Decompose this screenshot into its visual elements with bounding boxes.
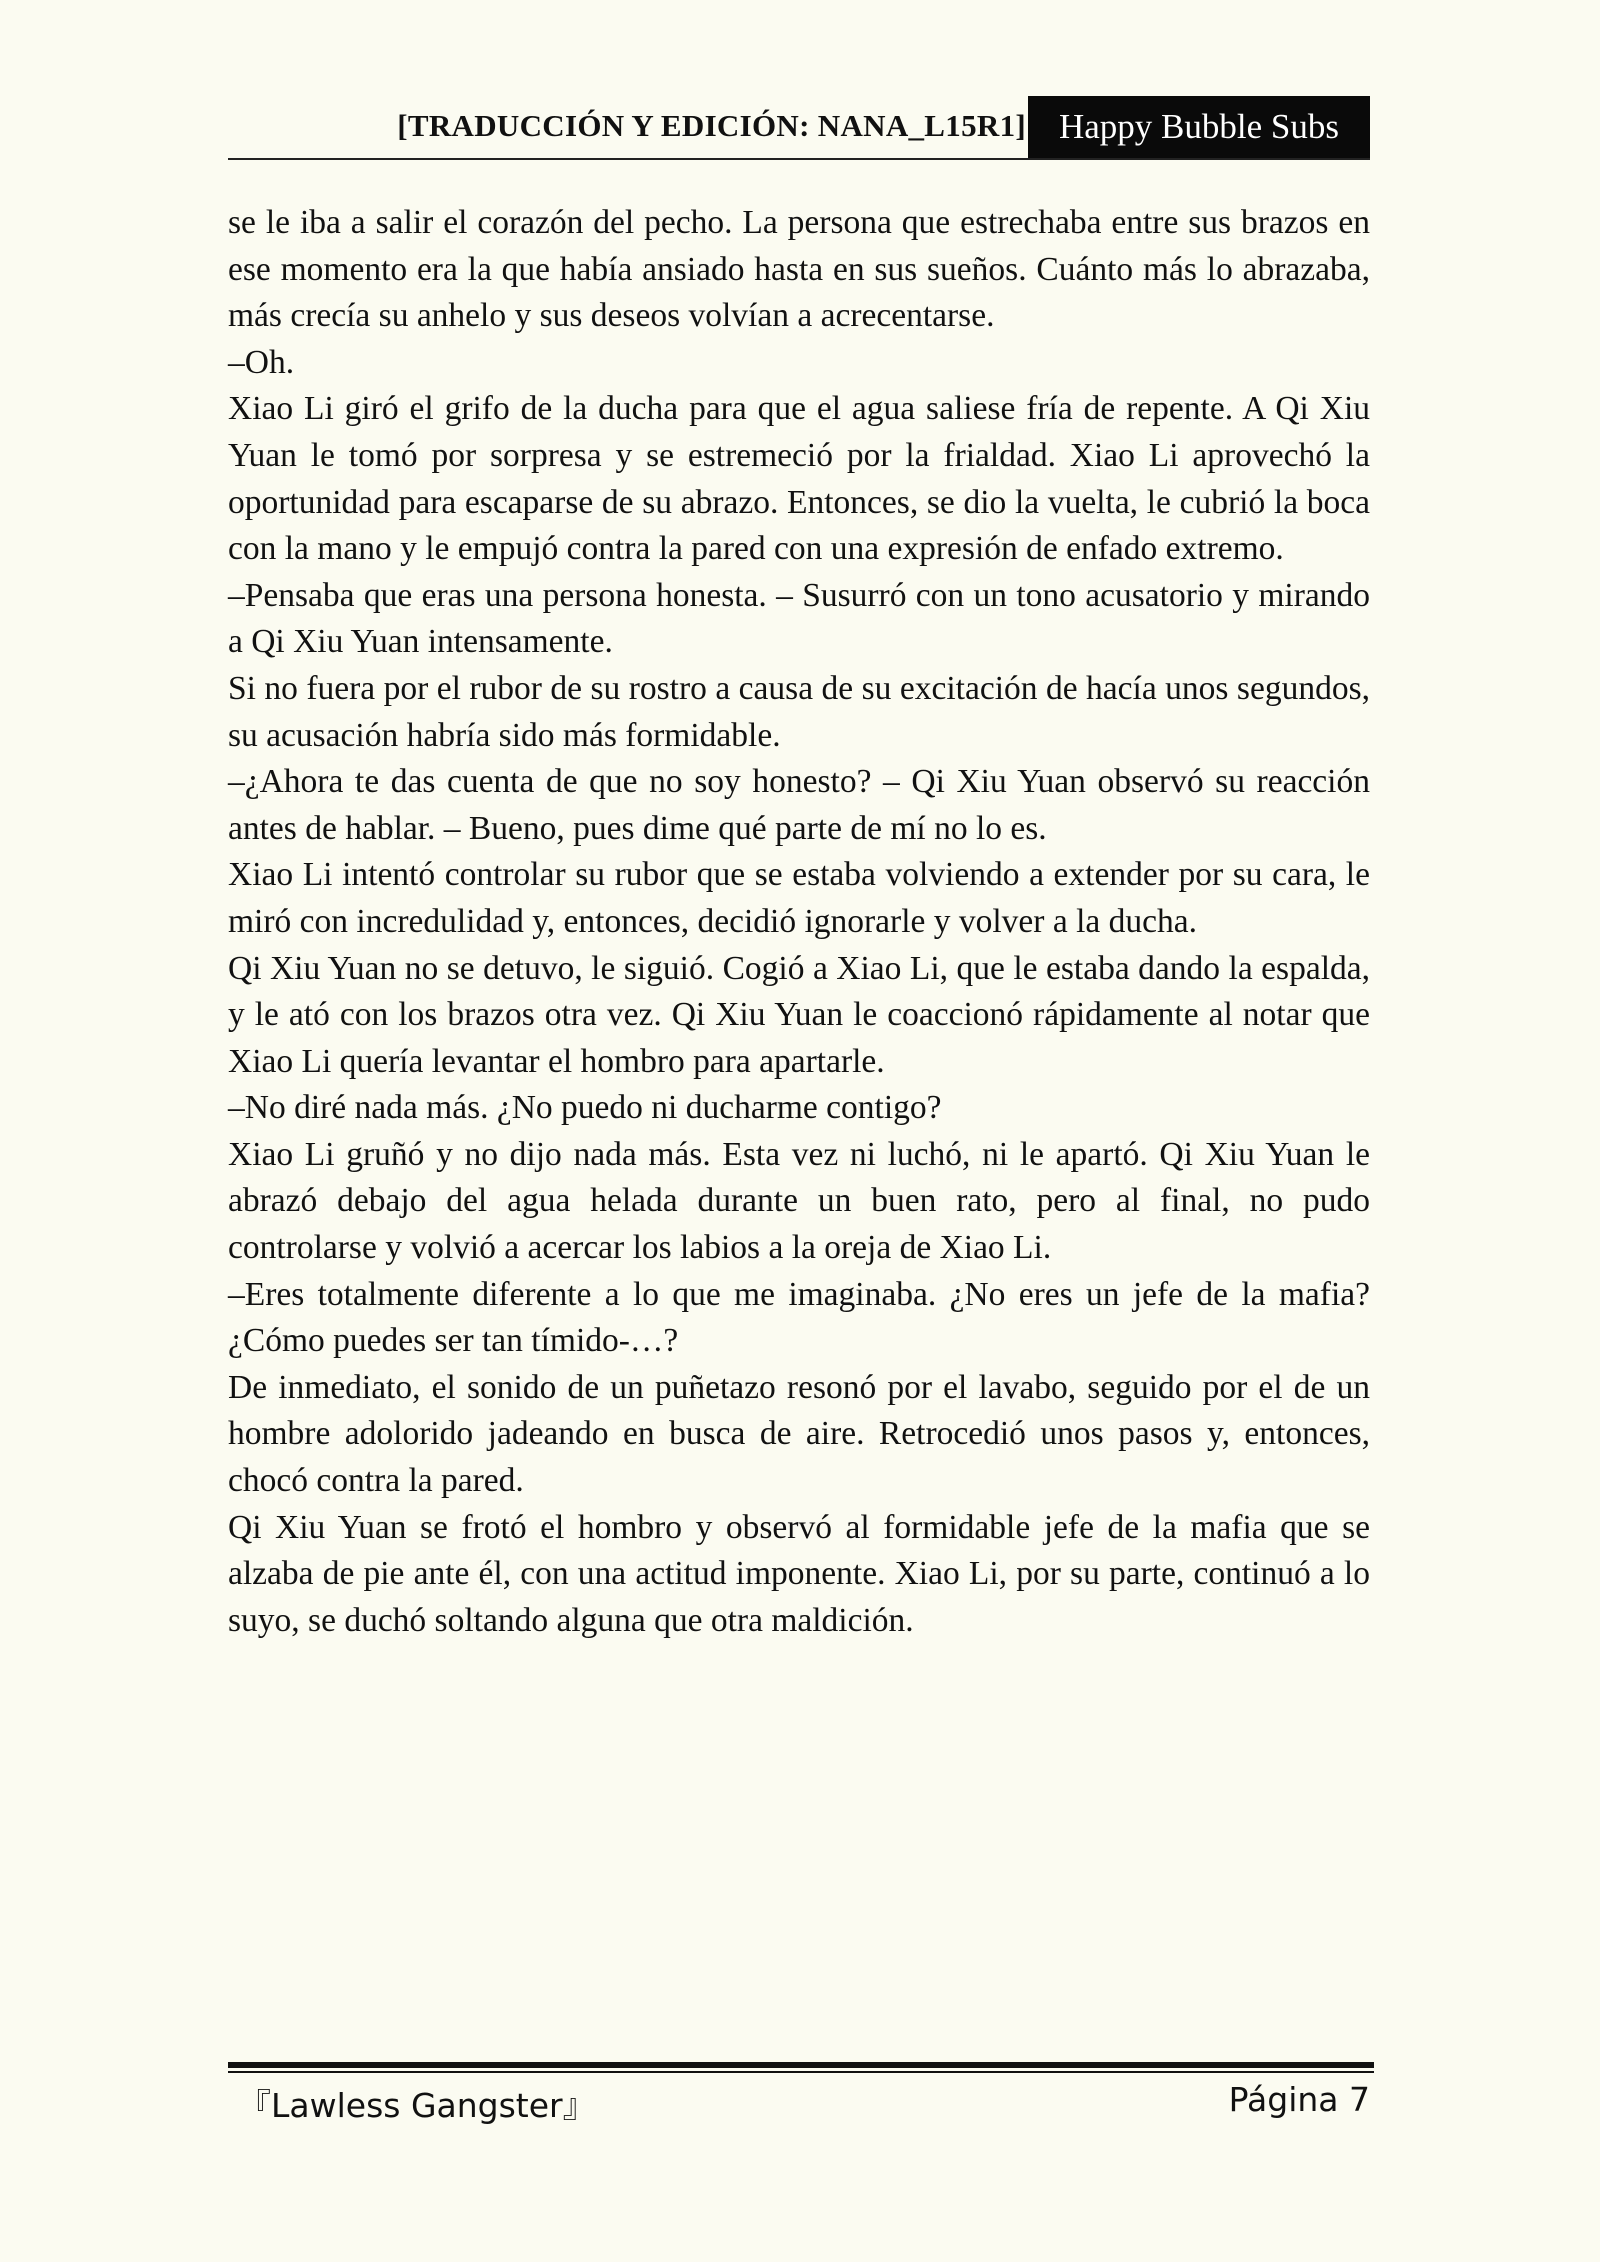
paragraph: De inmediato, el sonido de un puñetazo resonó por el lavabo, seguido por el de un hombre adolorido jadeando en busca de aire. Retrocedió unos pasos y, entonces, chocó contra la pared. [228,1368,1370,1500]
paragraph: se le iba a salir el corazón del pecho. La persona que estrechaba entre sus brazos en ese momento era la que había ansiado hasta en sus sueños. Cuánto más lo abrazaba, más crecía su anhelo y sus deseos volvían a acrecentarse. [228,204,1370,335]
document-body [228,200,1370,1644]
page-number: Página 7 [1228,2080,1370,2119]
page-header [228,94,1370,160]
paragraph: Xiao Li gruñó y no dijo nada más. Esta vez ni luchó, ni le apartó. Qi Xiu Yuan le abrazó debajo del agua helada durante un buen rato, pero al final, no pudo controlarse y volvió a acercar los labios a la oreja de Xiao Li. [228,1135,1370,1267]
paragraph: Qi Xiu Yuan se frotó el hombro y observó al formidable jefe de la mafia que se alzaba de pie ante él, con una actitud imponente. Xiao Li, por su parte, continuó a lo suyo, se duchó soltando alguna que otra maldición. [228,1508,1370,1639]
paragraph: –Eres totalmente diferente a lo que me imaginaba. ¿No eres un jefe de la mafia? ¿Cómo puedes ser tan tímido-…? [228,1275,1370,1360]
group-brand-label: Happy Bubble Subs [1028,96,1370,158]
paragraph: –Oh. [228,343,295,381]
paragraph: –Pensaba que eras una persona honesta. – Susurró con un tono acusatorio y mirando a Qi Xiu Yuan intensamente. [228,576,1370,661]
book-title: 『Lawless Gangster』 [238,2086,596,2125]
translation-credit: [TRADUCCIÓN Y EDICIÓN: NANA_L15R1] [397,108,1026,143]
paragraph: Qi Xiu Yuan no se detuvo, le siguió. Cogió a Xiao Li, que le estaba dando la espalda, y le ató con los brazos otra vez. Qi Xiu Yuan le coaccionó rápidamente al notar que Xiao Li quería levantar el hombro para apartarle. [228,949,1370,1080]
paragraph: Xiao Li intentó controlar su rubor que se estaba volviendo a extender por su cara, le miró con incredulidad y, entonces, decidió ignorarle y volver a la ducha. [228,856,1370,940]
paragraph: –No diré nada más. ¿No puedo ni ducharme contigo? [228,1089,942,1127]
paragraph: Xiao Li giró el grifo de la ducha para que el agua saliese fría de repente. A Qi Xiu Yuan le tomó por sorpresa y se estremeció por la frialdad. Xiao Li aprovechó la oportunidad para escaparse de su abrazo. Entonces, se dio la vuelta, le cubrió la boca con la mano y le empujó contra la pared con una expresión de enfado extremo. [228,390,1370,568]
paragraph: Si no fuera por el rubor de su rostro a causa de su excitación de hacía unos segundos, su acusación habría sido más formidable. [228,669,1370,754]
footer-divider [228,2062,1374,2073]
paragraph: –¿Ahora te das cuenta de que no soy honesto? – Qi Xiu Yuan observó su reacción antes de hablar. – Bueno, pues dime qué parte de mí no lo es. [228,763,1370,847]
